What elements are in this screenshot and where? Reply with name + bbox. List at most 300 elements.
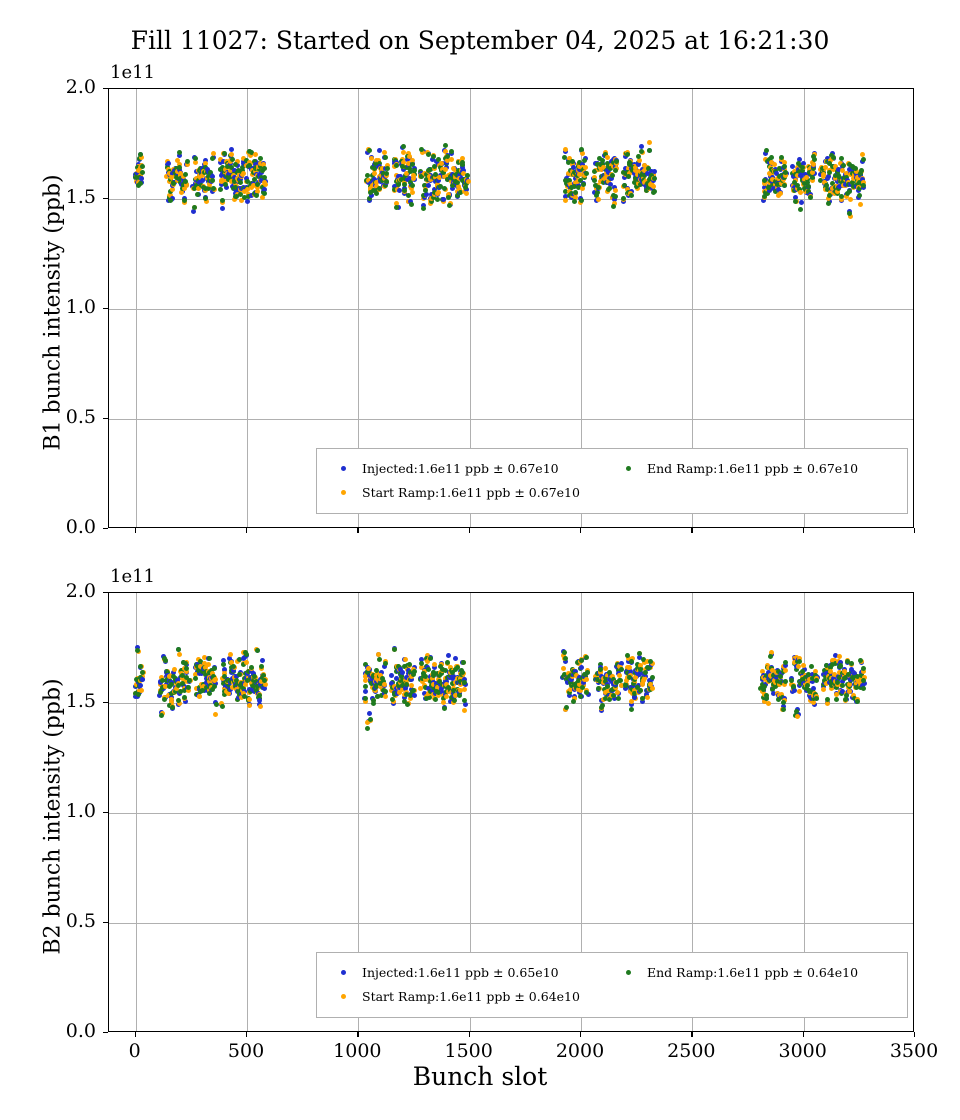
data-point [840,683,845,688]
x-tick-mark [357,1032,358,1037]
data-point [192,205,197,210]
data-point [799,200,804,205]
data-point [172,667,177,672]
data-point [783,668,788,673]
data-point [452,698,457,703]
legend-marker-injected [341,970,346,975]
data-point [241,171,246,176]
y-axis-offset-top: 1e11 [110,62,156,83]
data-point [159,713,164,718]
grid-line-horizontal [109,923,913,924]
legend-label-start-ramp: Start Ramp:1.6e11 ppb ± 0.64e10 [362,988,580,1004]
y-tick-label: 0.5 [65,910,96,932]
data-point [584,655,589,660]
data-point [138,664,143,669]
data-point [383,155,388,160]
data-point [183,172,188,177]
data-point [782,183,787,188]
data-point [651,184,656,189]
data-point [783,660,788,665]
data-point [397,188,402,193]
data-point [825,697,830,702]
grid-line-horizontal [109,813,913,814]
data-point [595,190,600,195]
x-tick-label: 1500 [444,1040,493,1062]
data-point [244,660,249,665]
y-tick-label: 1.5 [65,690,96,712]
y-axis-offset-bottom: 1e11 [110,566,156,587]
legend-label-end-ramp: End Ramp:1.6e11 ppb ± 0.67e10 [647,460,859,476]
data-point [652,176,657,181]
grid-line-horizontal [109,419,913,420]
data-point [647,148,652,153]
data-point [210,178,215,183]
data-point [185,159,190,164]
legend-marker-end-ramp [626,466,631,471]
data-point [443,143,448,148]
data-point [460,162,465,167]
data-point [464,191,469,196]
y-tick-label: 1.0 [65,296,96,318]
data-point [596,197,601,202]
data-point [596,686,601,691]
data-point [650,686,655,691]
data-point [460,670,465,675]
grid-line-horizontal [109,703,913,704]
data-point [647,140,652,145]
x-axis-label: Bunch slot [412,1062,548,1091]
x-tick-label: 2000 [555,1040,605,1062]
data-point [170,187,175,192]
data-point [782,164,787,169]
y-axis-label-top: B1 bunch intensity (ppb) [40,174,66,451]
data-point [247,703,252,708]
x-tick-label: 1000 [333,1040,382,1062]
data-point [613,168,618,173]
data-point [857,193,862,198]
data-point [207,691,212,696]
data-point [193,156,198,161]
x-tick-mark [246,1032,247,1037]
data-point [613,188,618,193]
data-point [465,173,470,178]
legend-entry-injected [327,965,612,980]
data-point [625,653,630,658]
data-point [262,191,267,196]
data-point [626,174,631,179]
data-point [769,155,774,160]
x-tick-mark [691,528,692,533]
data-point [791,684,796,689]
data-point [392,647,397,652]
data-point [193,160,198,165]
data-point [377,657,382,662]
data-point [778,674,783,679]
data-point [579,665,584,670]
data-point [446,653,451,658]
data-point [213,712,218,717]
data-point [762,684,767,689]
data-point [166,161,171,166]
data-point [781,707,786,712]
legend-entry-injected [327,461,612,476]
data-point [176,647,181,652]
data-point [462,708,467,713]
data-point [221,662,226,667]
legend-marker-start-ramp [341,490,346,495]
data-point [262,166,267,171]
data-point [384,171,389,176]
data-point [461,660,466,665]
legend-b2 [316,952,908,1018]
y-tick-mark [103,418,108,419]
data-point [396,182,401,187]
y-tick-label: 0.0 [65,1020,96,1042]
data-point [629,193,634,198]
data-point [585,670,590,675]
data-point [795,714,800,719]
data-point [218,187,223,192]
legend-marker-end-ramp [626,970,631,975]
legend-row [327,456,897,480]
data-point [849,661,854,666]
data-point [621,196,626,201]
data-point [457,693,462,698]
data-point [193,676,198,681]
data-point [177,652,182,657]
data-point [244,652,249,657]
data-point [826,201,831,206]
data-point [561,666,566,671]
data-point [436,190,441,195]
data-point [778,191,783,196]
x-tick-mark [914,528,915,533]
data-point [861,183,866,188]
data-point [853,166,858,171]
data-point [453,656,458,661]
x-tick-label: 3500 [889,1040,939,1062]
data-point [409,202,414,207]
x-tick-mark [135,1032,136,1037]
data-point [368,717,373,722]
legend-label-injected: Injected:1.6e11 ppb ± 0.67e10 [362,460,559,476]
data-point [367,148,372,153]
data-point [428,656,433,661]
legend-row [327,480,897,504]
data-point [383,689,388,694]
data-point [139,688,144,693]
data-point [220,206,225,211]
data-point [382,682,387,687]
data-point [858,202,863,207]
data-point [582,158,587,163]
data-point [258,704,263,709]
data-point [197,694,202,699]
y-tick-label: 0.5 [65,406,96,428]
legend-entry-start-ramp [327,989,612,1004]
legend-b1 [316,448,908,514]
data-point [797,689,802,694]
data-point [847,189,852,194]
data-point [578,694,583,699]
data-point [563,198,568,203]
legend-entry-end-ramp [612,461,897,476]
data-point [443,167,448,172]
data-point [140,170,145,175]
data-point [223,182,228,187]
data-point [798,190,803,195]
data-point [383,694,388,699]
y-tick-mark [103,1032,108,1033]
data-point [611,204,616,209]
data-point [212,684,217,689]
data-point [212,666,217,671]
data-point [809,664,814,669]
data-point [228,652,233,657]
data-point [579,147,584,152]
data-point [247,697,252,702]
data-point [385,166,390,171]
data-point [805,683,810,688]
y-tick-label: 2.0 [65,76,96,98]
data-point [186,685,191,690]
data-point [139,176,144,181]
data-point [220,704,225,709]
data-point [411,688,416,693]
data-point [140,670,145,675]
data-point [826,174,831,179]
y-tick-label: 2.0 [65,580,96,602]
x-tick-mark [580,1032,581,1037]
data-point [564,705,569,710]
data-point [419,147,424,152]
data-point [367,711,372,716]
y-tick-mark [103,592,108,593]
data-point [363,696,368,701]
data-point [613,194,618,199]
y-tick-mark [103,88,108,89]
data-point [412,669,417,674]
data-point [260,658,265,663]
data-point [614,159,619,164]
x-tick-mark [469,1032,470,1037]
data-point [412,693,417,698]
y-tick-mark [103,812,108,813]
data-point [619,667,624,672]
data-point [600,703,605,708]
data-point [837,654,842,659]
y-tick-mark [103,702,108,703]
data-point [401,144,406,149]
data-point [584,171,589,176]
data-point [627,665,632,670]
data-point [645,695,650,700]
figure-title: Fill 11027: Started on September 04, 2025 at 16:21:30 [130,26,830,55]
y-axis-label-bottom: B2 bunch intensity (ppb) [40,678,66,955]
data-point [207,656,212,661]
data-point [405,702,410,707]
legend-label-start-ramp: Start Ramp:1.6e11 ppb ± 0.67e10 [362,484,580,500]
data-point [447,203,452,208]
data-point [861,157,866,162]
data-point [263,182,268,187]
y-tick-label: 0.0 [65,516,96,538]
legend-marker-injected [341,466,346,471]
data-point [858,658,863,663]
data-point [572,199,577,204]
data-point [187,678,192,683]
data-point [598,667,603,672]
data-point [363,684,368,689]
data-point [652,169,657,174]
x-tick-mark [803,528,804,533]
data-point [168,198,173,203]
y-tick-mark [103,308,108,309]
data-point [177,165,182,170]
data-point [764,696,769,701]
data-point [449,149,454,154]
data-point [768,654,773,659]
data-point [783,679,788,684]
data-point [257,693,262,698]
data-point [652,189,657,194]
data-point [138,181,143,186]
data-point [404,682,409,687]
data-point [579,198,584,203]
data-point [245,199,250,204]
x-tick-mark [357,528,358,533]
data-point [834,697,839,702]
x-tick-label: 2500 [667,1040,716,1062]
data-point [233,162,238,167]
data-point [179,190,184,195]
data-point [426,183,431,188]
data-point [783,170,788,175]
y-tick-label: 1.5 [65,186,96,208]
y-tick-mark [103,528,108,529]
x-tick-mark [691,1032,692,1037]
data-point [462,687,467,692]
data-point [210,156,215,161]
data-point [439,161,444,166]
data-point [625,152,630,157]
data-point [253,152,258,157]
grid-line-vertical [136,593,137,1031]
data-point [252,674,257,679]
data-point [814,678,819,683]
data-point [629,707,634,712]
data-point [615,690,620,695]
data-point [237,672,242,677]
data-point [140,164,145,169]
data-point [839,156,844,161]
data-point [403,657,408,662]
y-tick-mark [103,922,108,923]
data-point [263,682,268,687]
data-point [638,688,643,693]
legend-marker-start-ramp [341,994,346,999]
x-tick-label: 0 [128,1040,141,1062]
data-point [610,173,615,178]
data-point [449,157,454,162]
legend-row [327,984,897,1008]
data-point [206,662,211,667]
data-point [445,660,450,665]
grid-line-vertical [247,593,248,1031]
data-point [764,148,769,153]
x-tick-mark [914,1032,915,1037]
data-point [410,183,415,188]
data-point [383,661,388,666]
data-point [442,706,447,711]
x-tick-mark [469,528,470,533]
data-point [562,650,567,655]
data-point [592,178,597,183]
data-point [814,696,819,701]
data-point [766,701,771,706]
legend-entry-end-ramp [612,965,897,980]
data-point [798,207,803,212]
y-tick-label: 1.0 [65,800,96,822]
data-point [138,683,143,688]
data-point [222,151,227,156]
x-tick-mark [803,1032,804,1037]
data-point [808,195,813,200]
legend-label-end-ramp: End Ramp:1.6e11 ppb ± 0.64e10 [647,964,859,980]
data-point [861,666,866,671]
legend-entry-start-ramp [327,485,612,500]
data-point [583,165,588,170]
data-point [825,701,830,706]
data-point [177,150,182,155]
data-point [259,664,264,669]
data-point [140,677,145,682]
data-point [581,182,586,187]
data-point [426,152,431,157]
data-point [570,159,575,164]
data-point [821,687,826,692]
data-point [831,155,836,160]
x-tick-mark [580,528,581,533]
data-point [255,648,260,653]
data-point [650,675,655,680]
y-tick-mark [103,198,108,199]
legend-label-injected: Injected:1.6e11 ppb ± 0.65e10 [362,964,559,980]
data-point [811,162,816,167]
x-tick-label: 3000 [778,1040,827,1062]
grid-line-horizontal [109,309,913,310]
data-point [363,689,368,694]
data-point [254,193,259,198]
data-point [402,182,407,187]
data-point [421,206,426,211]
legend-row [327,960,897,984]
data-point [848,197,853,202]
data-point [584,677,589,682]
x-tick-label: 500 [227,1040,265,1062]
data-point [841,163,846,168]
data-point [365,726,370,731]
data-point [182,695,187,700]
data-point [616,696,621,701]
grid-line-vertical [136,89,137,527]
x-tick-mark [246,528,247,533]
data-point [213,677,218,682]
x-tick-mark [135,528,136,533]
data-point [648,659,653,664]
data-point [861,686,866,691]
data-point [772,162,777,167]
